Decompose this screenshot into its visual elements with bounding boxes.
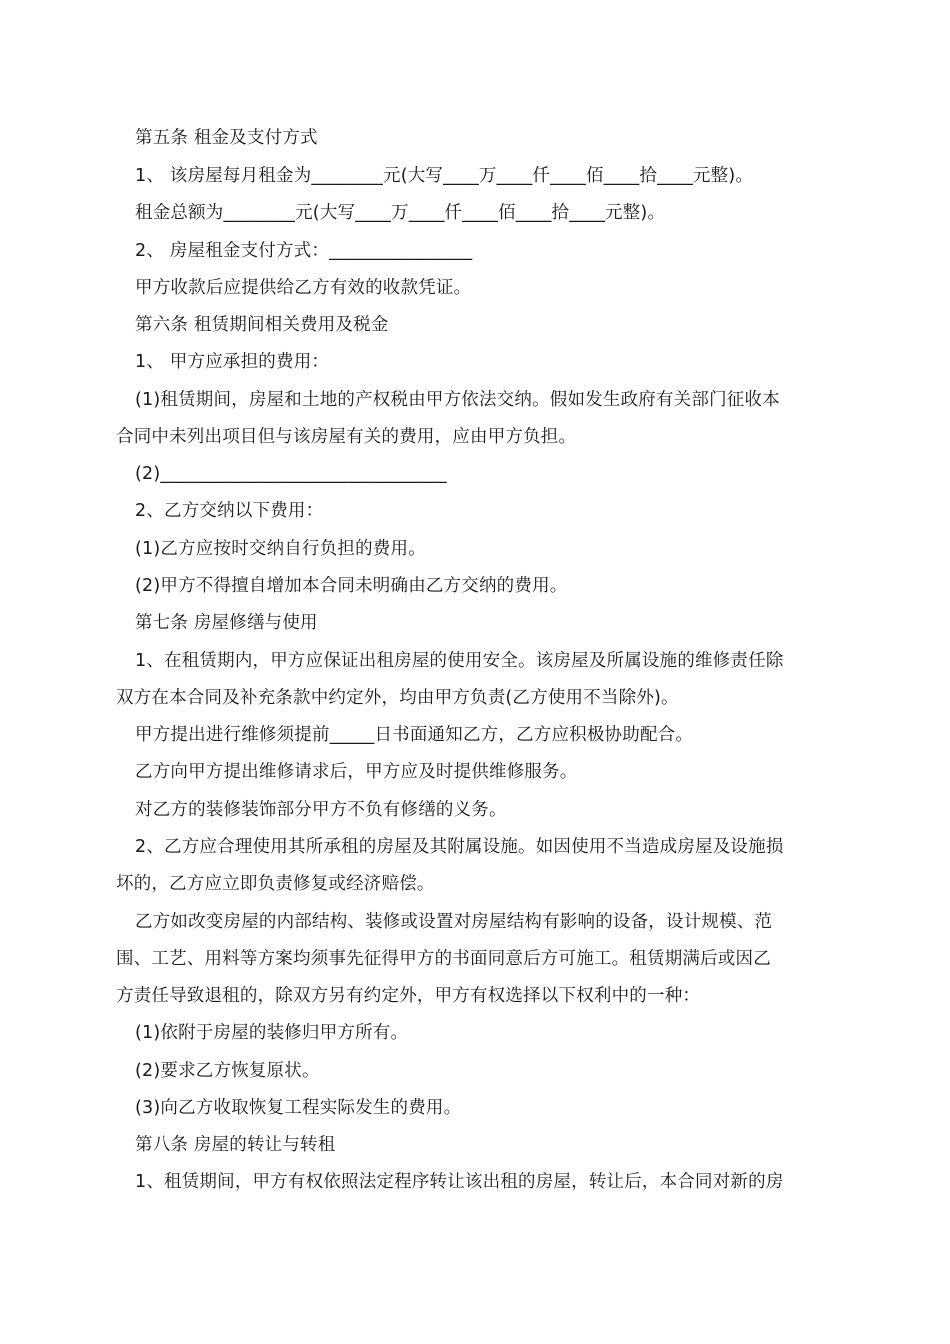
article-7-notice: 甲方提出进行维修须提前_____日书面通知乙方，乙方应积极协助配合。 (135, 725, 694, 745)
article-6-item-2: (2)________________________________ (135, 464, 447, 484)
article-5-receipt: 甲方收款后应提供给乙方有效的收款凭证。 (135, 278, 472, 298)
article-7-option-1: (1)依附于房屋的装修归甲方所有。 (135, 1023, 409, 1043)
article-7-clause-1-line-2: 双方在本合同及补充条款中约定外，均由甲方负责(乙方使用不当除外)。 (116, 688, 679, 708)
article-7-clause-2-line-1: 2、乙方应合理使用其所承租的房屋及其附属设施。如因使用不当造成房屋及设施损 (135, 837, 784, 857)
article-7-alteration-line-2: 围、工艺、用料等方案均须事先征得甲方的书面同意后方可施工。租赁期满后或因乙 (116, 949, 771, 969)
article-8-heading: 第八条 房屋的转让与转租 (135, 1135, 336, 1155)
article-8-clause-1: 1、租赁期间，甲方有权依照法定程序转让该出租的房屋，转让后，本合同对新的房 (135, 1172, 784, 1192)
article-5-clause-2: 2、 房屋租金支付方式：________________ (135, 241, 473, 261)
article-6-item-1-line-2: 合同中未列出项目但与该房屋有关的费用，应由甲方负担。 (116, 427, 577, 447)
article-6-item-1-line-1: (1)租赁期间，房屋和土地的产权税由甲方依法交纳。假如发生政府有关部门征收本 (135, 390, 780, 410)
article-7-alteration-line-1: 乙方如改变房屋的内部结构、装修或设置对房屋结构有影响的设备，设计规模、范 (135, 912, 773, 932)
article-5-clause-1: 1、 该房屋每月租金为________元(大写____万____仟____佰____拾____元整)。 (135, 166, 754, 186)
article-7-decoration: 对乙方的装修装饰部分甲方不负有修缮的义务。 (135, 800, 507, 820)
article-6-clause-2-item-1: (1)乙方应按时交纳自行负担的费用。 (135, 539, 426, 559)
article-5-heading: 第五条 租金及支付方式 (135, 128, 318, 148)
article-7-repair-request: 乙方向甲方提出维修请求后，甲方应及时提供维修服务。 (135, 762, 578, 782)
article-7-option-2: (2)要求乙方恢复原状。 (135, 1061, 320, 1081)
article-6-heading: 第六条 租赁期间相关费用及税金 (135, 315, 389, 335)
article-7-clause-2-line-2: 坏的，乙方应立即负责修复或经济赔偿。 (116, 874, 435, 894)
article-7-alteration-line-3: 方责任导致退租的，除双方另有约定外，甲方有权选择以下权利中的一种： (116, 986, 701, 1006)
article-6-clause-1: 1、 甲方应承担的费用： (135, 352, 330, 372)
article-6-clause-2: 2、乙方交纳以下费用： (135, 501, 324, 521)
article-6-clause-2-item-2: (2)甲方不得擅自增加本合同未明确由乙方交纳的费用。 (135, 576, 568, 596)
article-5-total-rent: 租金总额为________元(大写____万____仟____佰____拾____元整)。 (135, 203, 666, 223)
article-7-clause-1-line-1: 1、在租赁期内，甲方应保证出租房屋的使用安全。该房屋及所属设施的维修责任除 (135, 651, 784, 671)
article-7-heading: 第七条 房屋修缮与使用 (135, 613, 318, 633)
article-7-option-3: (3)向乙方收取恢复工程实际发生的费用。 (135, 1098, 462, 1118)
